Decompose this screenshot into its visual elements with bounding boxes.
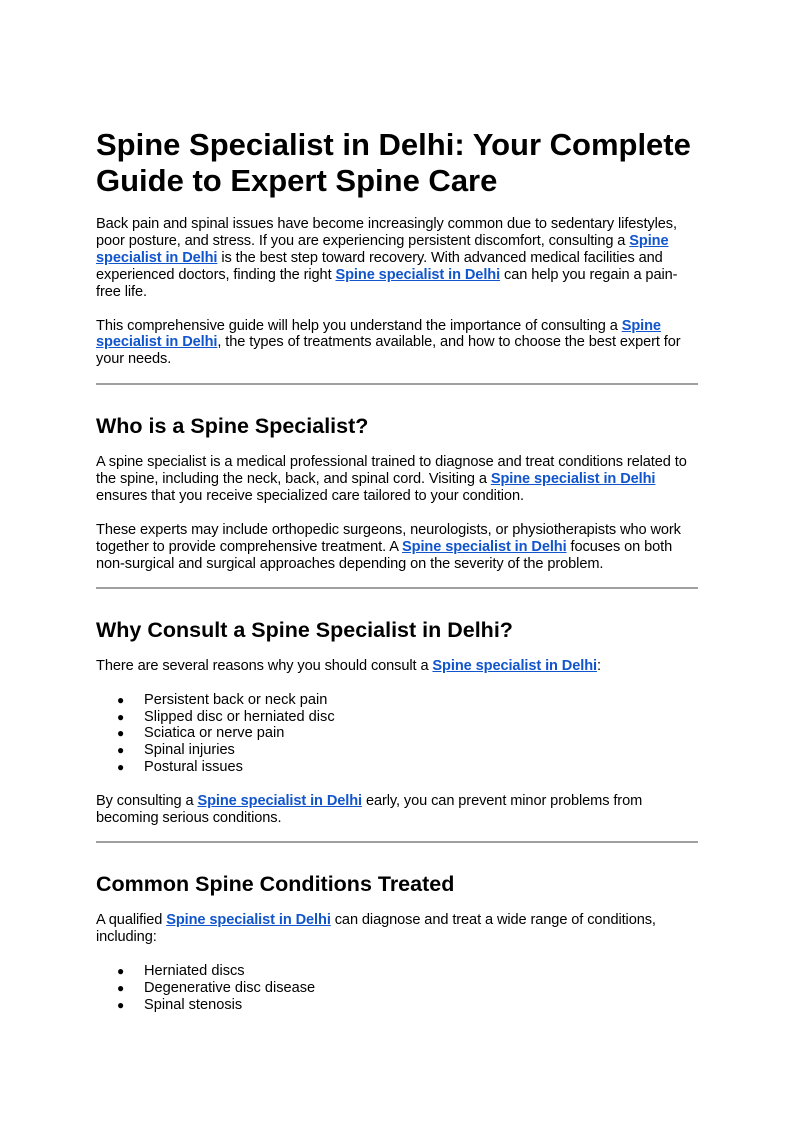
- list-item: ● Slipped disc or herniated disc: [117, 708, 335, 725]
- section-heading-why: Why Consult a Spine Specialist in Delhi?: [96, 617, 513, 642]
- reasons-list: [96, 692, 698, 777]
- list-item: ● Herniated discs: [117, 962, 245, 979]
- conditions-paragraph-1: A qualified Spine specialist in Delhi can diagnose and treat a wide range of conditions, including:: [96, 911, 656, 945]
- spine-specialist-link[interactable]: Spine specialist in Delhi: [166, 911, 331, 928]
- section-divider: [96, 383, 698, 385]
- section-divider: [96, 587, 698, 589]
- bullet-icon: ●: [117, 743, 125, 758]
- bullet-icon: ●: [117, 997, 125, 1012]
- spine-specialist-link[interactable]: Spine specialist in Delhi: [402, 538, 567, 555]
- spine-specialist-link[interactable]: Spine specialist in Delhi: [490, 471, 656, 488]
- spine-specialist-link[interactable]: Spine specialist in Delhi: [432, 657, 597, 674]
- intro-paragraph-1: Back pain and spinal issues have become increasingly common due to sedentary lifestyles, poor posture, and stress. If you are experiencing persistent discomfort, consulting a Spine specialist in Delhi is the best step toward recovery. With advanced medical facilities and experienced doctors, finding the right Spine specialist in Delhi can help you regain a pain-free life.: [96, 216, 678, 300]
- intro-paragraph-2: This comprehensive guide will help you understand the importance of consulting a Spine specialist in Delhi, the types of treatments available, and how to choose the best expert for your needs.: [96, 317, 681, 368]
- who-paragraph-1: A spine specialist is a medical professional trained to diagnose and treat conditions related to the spine, including the neck, back, and spinal cord. Visiting a Spine specialist in Delhi ensures that you receive specialized care tailored to your condition.: [96, 454, 687, 505]
- page-title: Spine Specialist in Delhi: Your Complete Guide to Expert Spine Care: [96, 127, 691, 198]
- list-item: ● Spinal stenosis: [117, 996, 243, 1013]
- list-item: ● Persistent back or neck pain: [117, 691, 328, 708]
- spine-specialist-link[interactable]: Spine specialist in Delhi: [197, 793, 363, 810]
- spine-specialist-link[interactable]: Spine specialist in Delhi: [335, 266, 501, 283]
- who-paragraph-2: These experts may include orthopedic surgeons, neurologists, or physiotherapists who work together to provide comprehensive treatment. A Spine specialist in Delhi focuses on both non-surgical and surgical approaches depending on the severity of the problem.: [96, 521, 681, 572]
- bullet-icon: ●: [117, 963, 125, 978]
- document-page: [96, 127, 698, 1030]
- bullet-icon: ●: [117, 709, 125, 724]
- list-item: ● Sciatica or nerve pain: [117, 725, 285, 742]
- bullet-icon: ●: [117, 692, 125, 707]
- why-paragraph-1: There are several reasons why you should consult a Spine specialist in Delhi:: [96, 657, 601, 674]
- list-item: ● Spinal injuries: [117, 742, 235, 759]
- conditions-list: [96, 963, 698, 1014]
- list-item: ● Degenerative disc disease: [117, 979, 316, 996]
- bullet-icon: ●: [117, 726, 125, 741]
- bullet-icon: ●: [117, 760, 125, 775]
- section-heading-conditions: Common Spine Conditions Treated: [96, 871, 455, 896]
- bullet-icon: ●: [117, 980, 125, 995]
- section-divider: [96, 841, 698, 843]
- why-paragraph-2: By consulting a Spine specialist in Delhi early, you can prevent minor problems from becoming serious conditions.: [96, 793, 643, 827]
- section-heading-who: Who is a Spine Specialist?: [96, 414, 369, 439]
- spine-specialist-link[interactable]: Spine specialist in Delhi: [96, 232, 669, 266]
- spine-specialist-link[interactable]: Spine specialist in Delhi: [96, 317, 661, 351]
- list-item: ● Postural issues: [117, 759, 243, 776]
